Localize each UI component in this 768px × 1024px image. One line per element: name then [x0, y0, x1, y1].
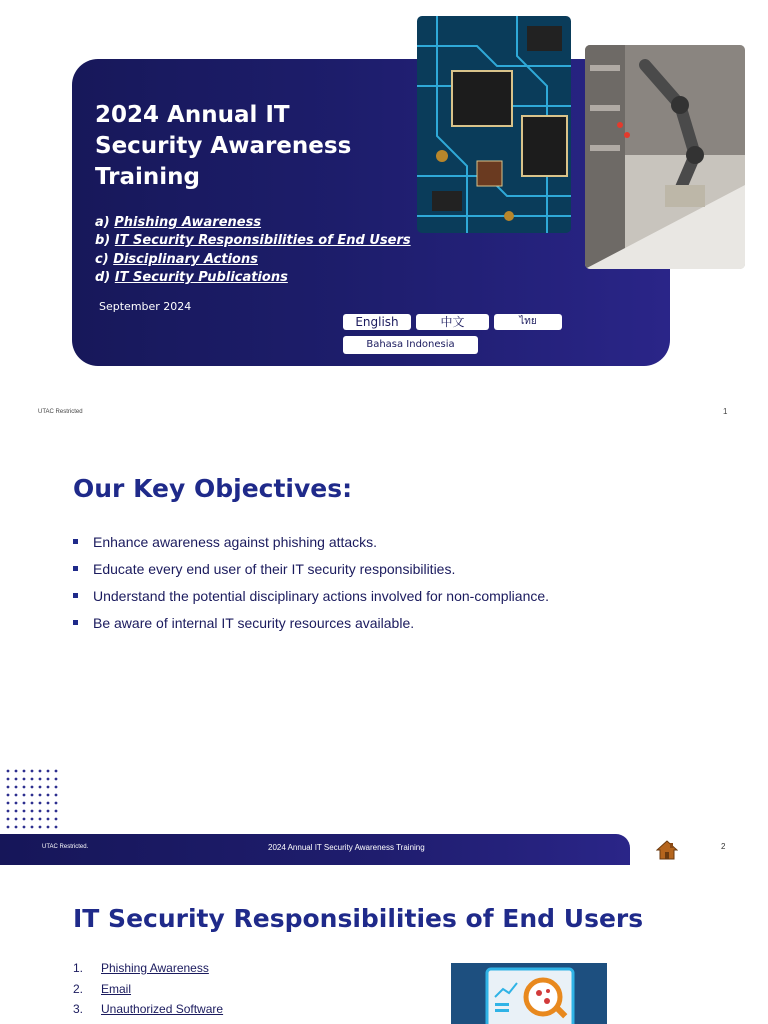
bullet-icon	[73, 593, 78, 598]
list-number: 1.	[73, 961, 84, 975]
list-item[interactable]	[73, 982, 131, 996]
agenda-letter: a)	[95, 215, 110, 230]
objective-item: Be aware of internal IT security resources available.	[73, 615, 414, 631]
agenda-link-phishing[interactable]: Phishing Awareness	[114, 215, 262, 230]
language-english-button[interactable]: English	[343, 314, 411, 330]
agenda-link-disciplinary[interactable]: Disciplinary Actions	[113, 252, 258, 267]
language-thai-button[interactable]: ไทย	[494, 314, 562, 330]
slide2-footer-label: UTAC Restricted.	[42, 844, 89, 850]
agenda-letter: c)	[95, 252, 109, 267]
home-icon[interactable]	[656, 839, 678, 861]
link-phishing-awareness[interactable]: Phishing Awareness	[101, 961, 209, 975]
security-scan-illustration	[451, 963, 607, 1024]
responsibilities-title: IT Security Responsibilities of End Users	[73, 904, 644, 933]
presentation-date: September 2024	[99, 300, 192, 313]
link-email[interactable]: Email	[101, 982, 132, 996]
slide2-page-number: 2	[721, 842, 726, 851]
link-unauthorized-software[interactable]: Unauthorized Software	[101, 1002, 224, 1016]
bullet-icon	[73, 539, 78, 544]
list-number: 3.	[73, 1002, 84, 1016]
bullet-icon	[73, 620, 78, 625]
bullet-icon	[73, 566, 78, 571]
robotic-arm-image	[585, 45, 745, 269]
list-item[interactable]	[73, 1002, 223, 1016]
objectives-title: Our Key Objectives:	[73, 474, 353, 503]
list-number: 2.	[73, 982, 84, 996]
agenda-item-responsibilities[interactable]	[95, 232, 411, 250]
agenda-link-publications[interactable]: IT Security Publications	[114, 270, 288, 285]
objective-item: Enhance awareness against phishing attacks.	[73, 534, 377, 550]
agenda-letter: b)	[95, 233, 111, 248]
presentation-title: 2024 Annual IT Security Awareness Training	[95, 102, 352, 190]
agenda-letter: d)	[95, 270, 111, 285]
circuit-board-image	[417, 16, 571, 233]
dot-pattern-decoration	[5, 768, 59, 830]
agenda-item-phishing[interactable]	[95, 214, 261, 232]
list-item[interactable]	[73, 961, 209, 975]
language-chinese-button[interactable]: 中文	[416, 314, 489, 330]
slide1-page-number: 1	[723, 407, 728, 416]
slide2-footer-title: 2024 Annual IT Security Awareness Training	[268, 843, 425, 852]
agenda-link-responsibilities[interactable]: IT Security Responsibilities of End Users	[114, 233, 411, 248]
objective-item: Understand the potential disciplinary actions involved for non-compliance.	[73, 588, 549, 604]
language-bahasa-button[interactable]: Bahasa Indonesia	[343, 336, 478, 354]
agenda-item-publications[interactable]	[95, 269, 288, 287]
agenda-item-disciplinary[interactable]	[95, 251, 258, 269]
objective-item: Educate every end user of their IT security responsibilities.	[73, 561, 455, 577]
slide1-footer-label: UTAC Restricted	[38, 409, 83, 415]
